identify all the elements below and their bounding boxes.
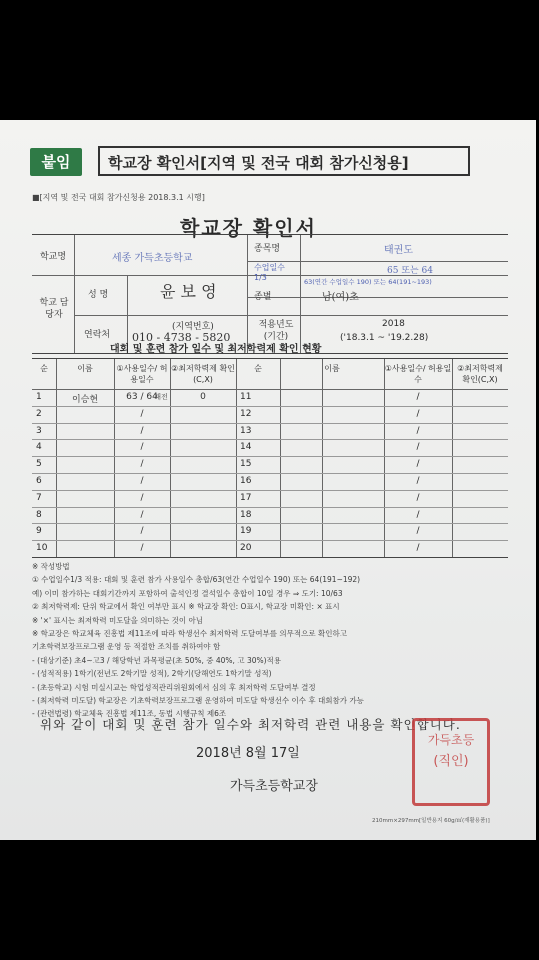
school-label: 학교명 [39,252,67,262]
row-number: 13 [240,425,252,436]
days-value: 65 또는 64 [387,266,434,276]
period-label: 적용년도 (기간) [258,320,294,342]
info-table [32,234,508,354]
document-page [0,120,536,840]
confirmation-text: 위와 같이 대회 및 훈련 참가 일수와 최저학력 관련 내용을 확인합니다. [40,717,461,732]
table-header-cell: ②최저학력제 확인(C,X) [457,364,503,384]
row-number: 8 [36,509,42,520]
table-title: 대회 및 훈련 참가 일수 및 최저학력제 확인 현황 [110,344,322,355]
row-number: 14 [240,442,252,453]
days-used: 63 / 64 [126,392,158,402]
row-number: 17 [240,492,252,503]
sport-label: 종목명 [254,244,281,254]
days-used: / [416,459,420,470]
days-used: / [140,492,144,503]
instruction-line: - (최저학력 미도달) 학교장은 기초학력보장프로그램 운영하여 미도달 학생선수 이수 후 대회참가 가능 [32,696,364,706]
seal-text: (직인) [433,754,469,769]
instruction-line: 기초학력보장프로그램 운영 등 적절한 조치를 취하여야 함 [32,642,221,652]
name-label: 성 명 [88,290,109,300]
row-number: 5 [36,459,42,470]
instruction-line: - (관련법령) 학교체육 진흥법 제11조, 동법 시행규칙 제6조 [32,709,227,719]
attachment-badge: 붙임 [30,148,82,176]
row-number: 19 [240,526,252,537]
days-used: / [140,526,144,537]
row-number: 12 [240,408,252,419]
days-used: / [416,526,420,537]
contact-label: 연락처 [84,330,111,340]
row-number: 6 [36,476,42,486]
instruction-line: 예) 이미 참가하는 대회기간까지 포함하여 출석인정 결석일수 총합이 10일 경우 ⇒ 도기: 10/63 [32,588,343,598]
participation-table [32,358,508,558]
issue-date: 2018년 8월 17일 [196,746,300,761]
row-number: 7 [36,492,42,503]
row-number: 4 [36,442,42,453]
school-seal [412,718,490,806]
document-title: 학교장 확인서 [180,216,317,240]
gender-label: 종별 [254,292,272,302]
table-header-cell: ②최저학력제 확인(C,X) [171,364,235,384]
contact-note: (지역번호) [172,322,214,332]
days-used: / [140,442,144,453]
days-note: 재전 [154,393,168,401]
period-year: 2018 [382,319,405,329]
instruction-line: ① 수업일수1/3 적용: 대회 및 훈련 참가 사용일수 총합/63(연간 수업일수 190) 또는 64(191~192) [32,575,361,585]
contact-value: 010 - 4738 - 5820 [132,331,231,344]
participant-name: 이승현 [71,395,99,405]
days-used: / [140,476,144,486]
instruction-line: - (초등학교) 시험 미실시교는 학업성적관리위원회에서 심의 후 최저학력 도달여부 결정 [32,682,316,692]
instructions [32,560,512,721]
seal-mark: 가득초등 [427,733,475,747]
days-label: 수업일수 1/3 [254,263,285,282]
days-used: / [416,492,420,503]
table-header-cell: 순 [40,364,48,373]
table-header-cell: ①사용일수/ 허용일수 [384,364,452,384]
period-range: ('18.3.1 ~ '19.2.28) [340,333,429,343]
instruction-line: ※ 작성방법 [32,562,70,571]
row-number: 9 [36,526,42,537]
rep-label: 학교 담당자 [39,298,69,320]
table-header-cell: ①사용일수/ 허용일수 [116,364,168,384]
row-number: 15 [240,459,252,470]
days-used: / [416,476,420,486]
school-value: 세종 가득초등학교 [112,253,193,264]
row-number: 1 [36,392,42,402]
days-used: / [140,408,144,419]
principal-name: 가득초등학교장 [230,779,318,794]
instruction-line: - (성적적용) 1학기(전년도 2학기말 성적), 2학기(당해연도 1학기말 성적) [32,669,272,679]
header-title: 학교장 확인서[지역 및 전국 대회 참가신청용] [98,146,470,176]
sub-note: ■[지역 및 전국 대회 참가신청용 2018.3.1 시행] [32,193,205,202]
instruction-line: - (대상기준) 초4~고3 / 해당학년 과목평균(초 50%, 중 40%, 고 30%)적용 [32,655,282,665]
row-number: 11 [240,392,252,402]
row-number: 18 [240,509,252,520]
days-used: / [416,509,420,520]
table-header-cell: 이름 [324,364,340,373]
instruction-line: ② 최저학력제: 단위 학교에서 확인 여부만 표시 ※ 학교장 확인: O표시, 학교장 미확인: × 표시 [32,602,340,612]
row-number: 20 [240,543,252,554]
academic-check: 0 [200,392,206,402]
gender-value: 남(여)초 [322,292,359,303]
instruction-line: ※ '×' 표시는 최저학력 미도달을 의미하는 것이 아님 [32,615,204,625]
name-value: 윤 보 영 [160,282,217,301]
days-used: / [140,509,144,520]
row-number: 10 [36,543,48,554]
form-footer: 210mm×297mm[일반용지 60g/㎡(재활용품)] [372,818,490,824]
table-header-cell: 순 [254,364,262,373]
instruction-line: ※ 학교장은 학교체육 진흥법 제11조에 따라 학생선수 최저학력 도달여부를 의무적으로 확인하고 [32,629,347,639]
table-header-cell: 이름 [77,364,93,373]
days-used: / [416,408,420,419]
days-used: / [140,543,144,554]
row-number: 2 [36,408,42,419]
sport-value: 태권도 [384,245,413,256]
days-used: / [416,442,420,453]
row-number: 16 [240,476,252,486]
days-used: / [140,425,144,436]
days-used: / [416,392,420,402]
row-number: 3 [36,425,42,436]
days-used: / [416,543,420,554]
days-used: / [140,459,144,470]
days-used: / [416,425,420,436]
days-note: 63(연간 수업일수 190) 또는 64(191~193) [304,278,432,286]
